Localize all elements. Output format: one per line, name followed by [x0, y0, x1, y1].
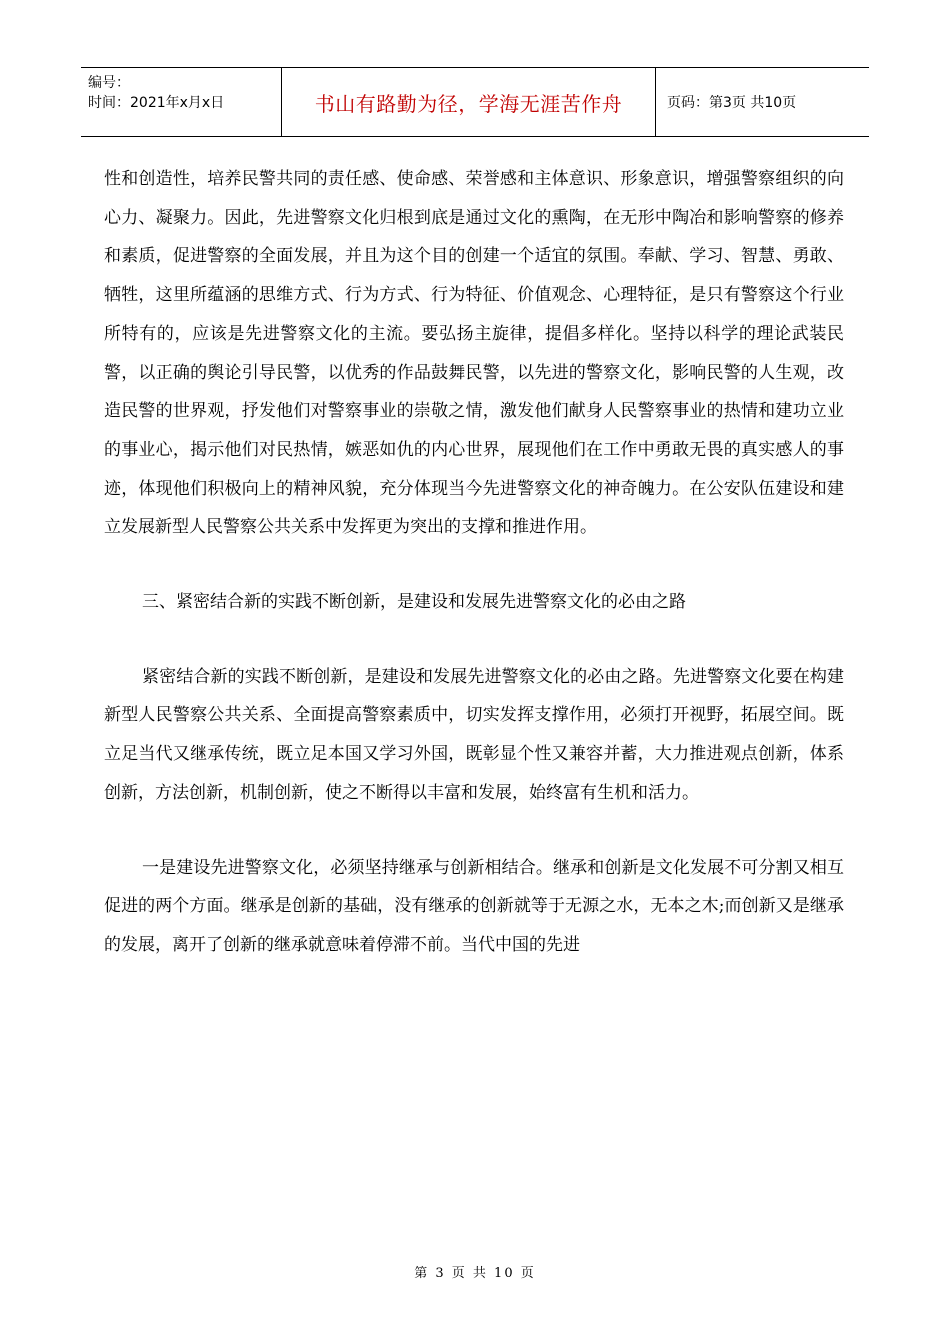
document-number-label: 编号： — [88, 75, 130, 91]
body-paragraph-continuation: 性和创造性，培养民警共同的责任感、使命感、荣誉感和主体意识、形象意识，增强警察组织的向心力、凝聚力。因此，先进警察文化归根到底是通过文化的熏陶，在无形中陶冶和影响警察的修养和素质，促进警察的全面发展，并且为这个目的创建一个适宜的氛围。奉献、学习、智慧、勇敢、牺牲，这里所蕴涵的思维方式、行为方式、行为特征、价值观念、心理特征，是只有警察这个行业所特有的，应该是先进警察文化的主流。要弘扬主旋律，提倡多样化。坚持以科学的理论武装民警，以正确的舆论引导民警，以优秀的作品鼓舞民警，以先进的警察文化，影响民警的人生观，改造民警的世界观，抒发他们对警察事业的崇敬之情，激发他们献身人民警察事业的热情和建功立业的事业心，揭示他们对民热情，嫉恶如仇的内心世界，展现他们在工作中勇敢无畏的真实感人的事迹，体现他们积极向上的精神风貌，充分体现当今先进警察文化的神奇魄力。在公安队伍建设和建立发展新型人民警察公共关系中发挥更为突出的支撑和推进作用。 — [104, 169, 844, 538]
paragraph-gap — [104, 622, 844, 658]
header-meta — [81, 68, 282, 136]
document-body — [104, 160, 844, 965]
header-motto: 书山有路勤为径，学海无涯苦作舟 — [282, 68, 656, 136]
body-paragraph-innovation: 紧密结合新的实践不断创新，是建设和发展先进警察文化的必由之路。先进警察文化要在构建新型人民警察公共关系、全面提高警察素质中，切实发挥支撑作用，必须打开视野，拓展空间。既立足当代又继承传统，既立足本国又学习外国，既彰显个性又兼容并蓄，大力推进观点创新，体系创新，方法创新，机制创新，使之不断得以丰富和发展，始终富有生机和活力。 — [104, 666, 844, 803]
header-page-info: 页码：第3页 共10页 — [667, 95, 797, 111]
paragraph-gap — [104, 813, 844, 849]
paragraph-gap — [104, 547, 844, 583]
page-header — [81, 67, 869, 137]
page-footer: 第 3 页 共 10 页 — [414, 1266, 536, 1281]
section-heading-3: 三、紧密结合新的实践不断创新，是建设和发展先进警察文化的必由之路 — [142, 592, 686, 613]
body-paragraph-inheritance: 一是建设先进警察文化，必须坚持继承与创新相结合。继承和创新是文化发展不可分割又相互促进的两个方面。继承是创新的基础，没有继承的创新就等于无源之水，无本之木;而创新又是继承的发展，离开了创新的继承就意味着停滞不前。当代中国的先进 — [104, 857, 844, 955]
document-time-label: 时间：2021年x月x日 — [88, 95, 225, 111]
